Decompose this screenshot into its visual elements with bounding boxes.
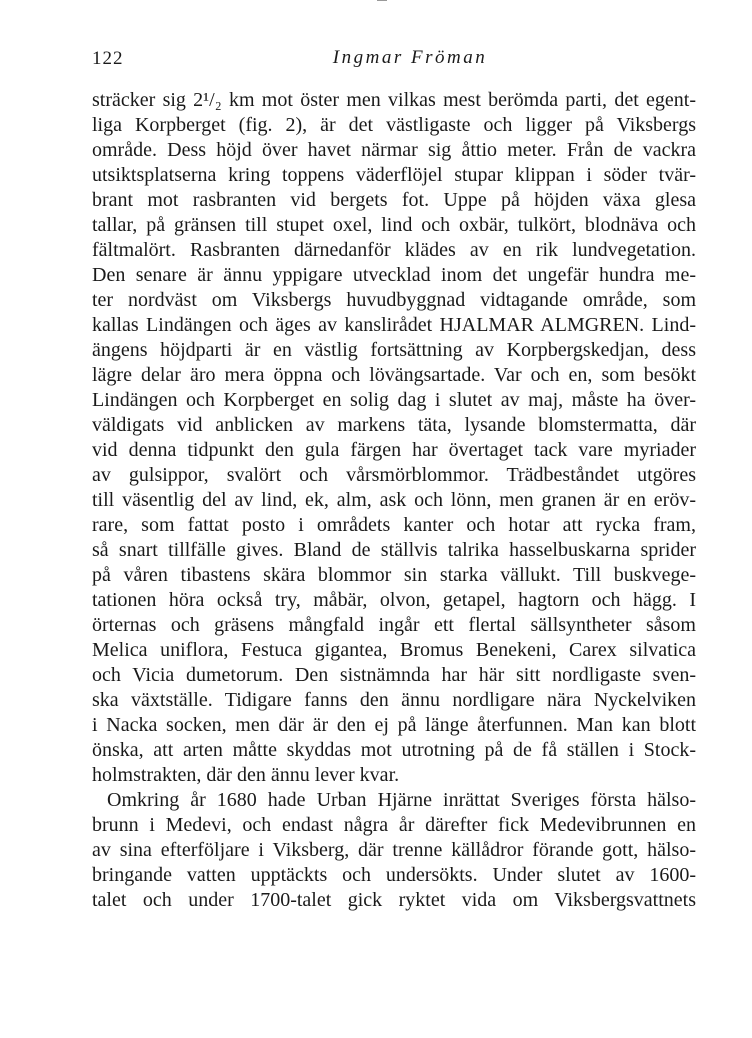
text-line: Omkring år 1680 hade Urban Hjärne inrättat Sveriges första hälso- [107, 789, 696, 811]
text-line: brant mot rasbranten vid bergets fot. Uppe på höjden växa glesa [92, 189, 696, 211]
text-line: brunn i Medevi, och endast några år därefter fick Medevibrunnen en [92, 814, 696, 836]
text-line: rare, som fattat posto i områdets kanter och hotar att rycka fram, [92, 514, 696, 536]
text-line: tallar, på gränsen till stupet oxel, lind och oxbär, tulkört, blodnäva och [92, 214, 696, 236]
text-line: till väsentlig del av lind, ek, alm, ask och lönn, men granen är en eröv- [92, 489, 696, 511]
text-line: lägre delar äro mera öppna och lövängsartade. Var och en, som besökt [92, 364, 696, 386]
text-line: av gulsippor, svalört och vårsmörblommor. Trädbeståndet utgöres [92, 464, 696, 486]
body-text [92, 88, 696, 913]
page-number: 122 [92, 48, 124, 69]
text-line: holmstrakten, där den ännu lever kvar. [92, 764, 400, 786]
text-line: örternas och gräsens mångfald ingår ett flertal sällsyntheter såsom [92, 614, 696, 636]
text-line: ter nordväst om Viksbergs huvudbyggnad vidtagande område, som [92, 289, 696, 311]
text-line: Lindängen och Korpberget en solig dag i slutet av maj, måste ha över- [92, 389, 696, 411]
text-line: vid denna tidpunkt den gula färgen har övertaget tack vare myriader [92, 439, 696, 461]
text-line: väldigats vid anblicken av markens täta, lysande blomstermatta, där [92, 414, 696, 436]
text-line: så snart tillfälle gives. Bland de ställvis talrika hasselbuskarna sprider [92, 539, 696, 561]
text-line: Melica uniflora, Festuca gigantea, Bromus Benekeni, Carex silvatica [92, 639, 696, 661]
text-line: önska, att arten måtte skyddas mot utrotning på de få ställen i Stock- [92, 739, 696, 761]
text-line: område. Dess höjd över havet närmar sig åttio meter. Från de vackra [92, 139, 696, 161]
text-line: på våren tibastens skära blommor sin starka vällukt. Till buskvege- [92, 564, 696, 586]
text-line: talet och under 1700-talet gick ryktet vida om Viksbergsvattnets [92, 889, 696, 911]
text-line: ängens höjdparti är en västlig fortsättning av Korpbergskedjan, dess [92, 339, 696, 361]
running-head-title: Ingmar Fröman [332, 47, 488, 68]
text-line: sträcker sig 2¹/₂ km mot öster men vilkas mest berömda parti, det egent- [92, 89, 696, 111]
text-line: utsiktsplatserna kring toppens väderflöjel stupar klippan i söder tvär- [92, 164, 696, 186]
text-line: fältmalört. Rasbranten därnedanför klädes av en rik lundvegetation. [92, 239, 696, 261]
text-line: och Vicia dumetorum. Den sistnämnda har här sitt nordligaste sven- [92, 664, 696, 686]
text-line: bringande vatten upptäckts och undersökts. Under slutet av 1600- [92, 864, 696, 886]
text-line: kallas Lindängen och äges av kanslirådet HJALMAR ALMGREN. Lind- [92, 314, 696, 336]
scan-artifact [377, 0, 387, 4]
text-line: av sina efterföljare i Viksberg, där trenne källådror förande gott, hälso- [92, 839, 696, 861]
text-line: i Nacka socken, men där är den ej på länge återfunnen. Man kan blott [92, 714, 696, 736]
text-line: Den senare är ännu yppigare utvecklad inom det ungefär hundra me- [92, 264, 696, 286]
text-line: ska växtställe. Tidigare fanns den ännu nordligare nära Nyckelviken [92, 689, 696, 711]
text-line: tationen höra också try, måbär, olvon, getapel, hagtorn och hägg. I [92, 589, 696, 611]
text-line: liga Korpberget (fig. 2), är det västligaste och ligger på Viksbergs [92, 114, 696, 136]
